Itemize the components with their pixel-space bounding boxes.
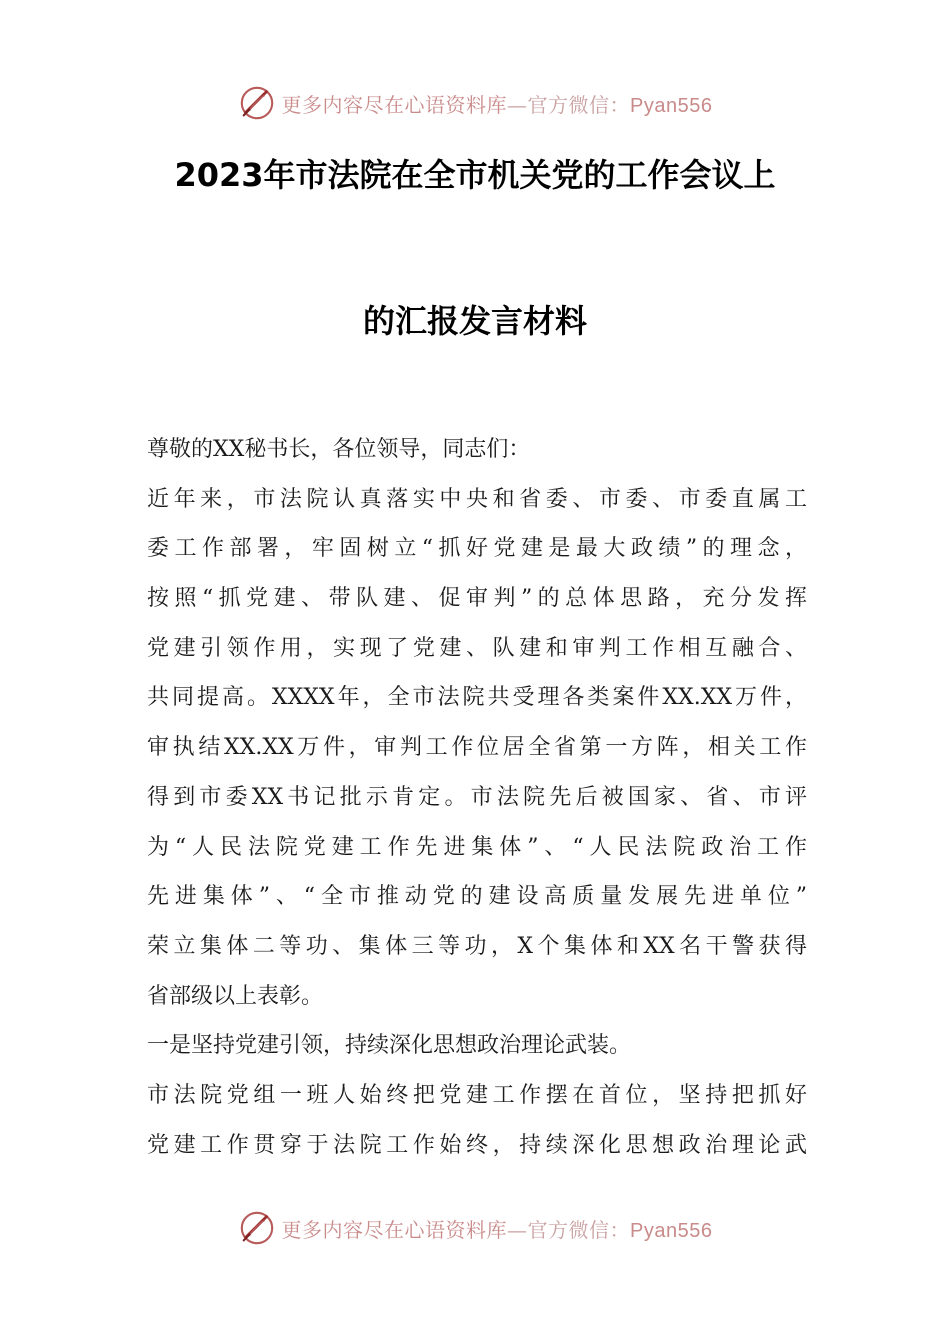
body-line: 尊敬的XX秘书长，各位领导，同志们： xyxy=(147,437,531,462)
document-title-line-2: 的汇报发言材料 xyxy=(362,302,587,340)
body-line: 党建引领作用，实现了党建、队建和审判工作相互融合、 xyxy=(147,635,807,661)
pen-quill-logo-icon xyxy=(238,1209,276,1247)
body-line: 得到市委XX书记批示肯定。市法院先后被国家、省、市评 xyxy=(147,784,807,810)
pen-quill-logo-icon xyxy=(238,84,276,122)
watermark-library-text: 更多内容尽在心语资料库 xyxy=(281,1217,508,1242)
body-line: 先进集体”、“全市推动党的建设高质量发展先进单位” xyxy=(147,884,807,910)
watermark-dash: — xyxy=(507,1217,528,1242)
document-title-line-1: 2023年市法院在全市机关党的工作会议上 xyxy=(174,156,776,194)
watermark-text xyxy=(282,89,713,118)
body-line: 为“人民法院党建工作先进集体”、“人民法院政治工作 xyxy=(147,834,807,860)
body-line: 委工作部署，牢固树立“抓好党建是最大政绩”的理念， xyxy=(147,536,807,562)
watermark-library-text: 更多内容尽在心语资料库 xyxy=(281,92,508,117)
watermark-wechat-label: 官方微信： xyxy=(527,92,631,117)
body-line: 荣立集体二等功、集体三等功，X个集体和XX名干警获得 xyxy=(147,933,807,959)
body-line: 共同提高。XXXX年，全市法院共受理各类案件XX.XX万件， xyxy=(147,685,807,711)
body-line: 党建工作贯穿于法院工作始终，持续深化思想政治理论武 xyxy=(147,1132,807,1158)
header-watermark xyxy=(0,83,950,123)
body-line: 按照“抓党建、带队建、促审判”的总体思路，充分发挥 xyxy=(147,586,807,612)
watermark-wechat-id: Pyan556 xyxy=(630,94,713,117)
watermark-wechat-id: Pyan556 xyxy=(630,1219,713,1242)
body-line: 省部级以上表彰。 xyxy=(147,983,324,1009)
watermark-text xyxy=(282,1214,713,1243)
body-line: 审执结XX.XX万件，审判工作位居全省第一方阵，相关工作 xyxy=(147,735,807,761)
section-heading: 一是坚持党建引领，持续深化思想政治理论武装。 xyxy=(147,1033,632,1059)
watermark-dash: — xyxy=(507,92,528,117)
footer-watermark xyxy=(0,1208,950,1248)
body-line: 近年来，市法院认真落实中央和省委、市委、市委直属工 xyxy=(147,486,807,512)
body-line: 市法院党组一班人始终把党建工作摆在首位，坚持把抓好 xyxy=(147,1082,807,1108)
document-body xyxy=(147,425,807,1170)
watermark-wechat-label: 官方微信： xyxy=(527,1217,631,1242)
